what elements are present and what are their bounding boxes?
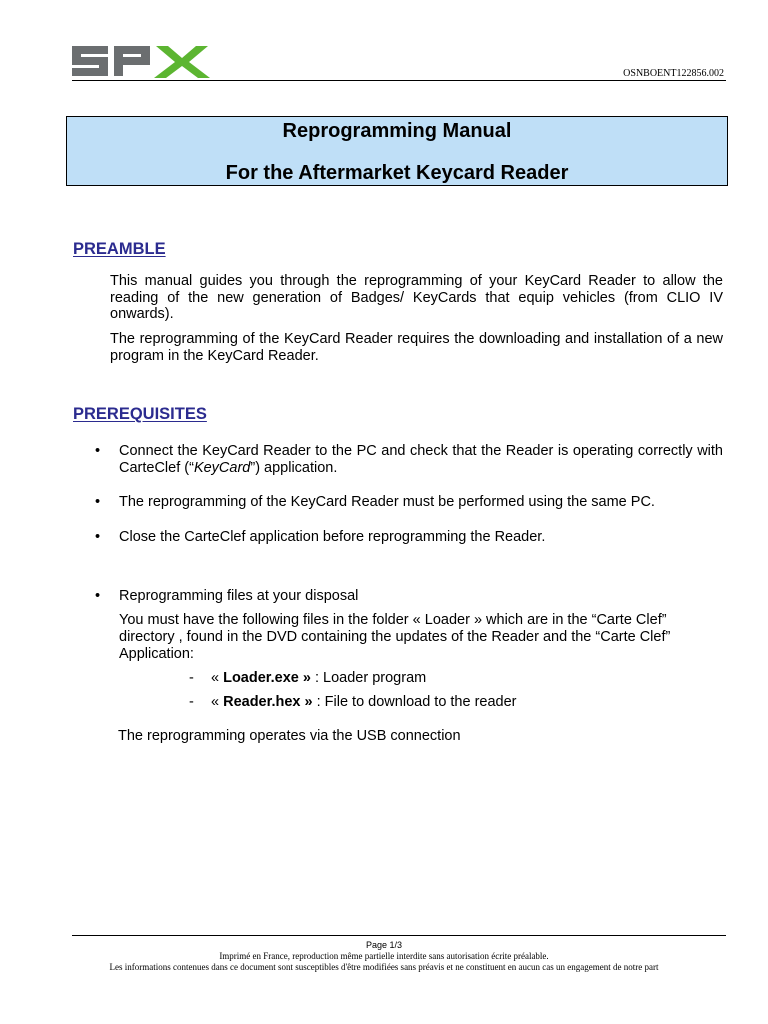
title-line-1: Reprogramming Manual	[282, 120, 512, 142]
title-line-2: For the Aftermarket Keycard Reader	[225, 162, 569, 184]
document-reference: OSNBOENT122856.002	[623, 68, 724, 79]
spx-logo	[72, 42, 212, 80]
preamble-paragraph-1: This manual guides you through the reprogramming of your KeyCard Reader to allow the reading of the new generation of Badges/ KeyCards that equip vehicles (from CLIO IV onwards).	[110, 273, 723, 322]
usb-note: The reprogramming operates via the USB connection	[118, 728, 461, 744]
dash-marker: -	[189, 694, 194, 710]
dash-marker: -	[189, 670, 194, 686]
footer-disclaimer: Les informations contenues dans ce document sont susceptibles d'être modifiées sans préavis et ne constituent en aucun cas un engagement de notre part	[109, 962, 659, 972]
bullet-marker: •	[95, 588, 101, 604]
keycard-italic: KeyCard	[193, 459, 251, 476]
file2-quote: «	[211, 694, 224, 710]
bullet-marker: •	[95, 529, 101, 545]
prerequisite-files: Reprogramming files at your disposal	[119, 588, 359, 604]
file1-quote: «	[211, 670, 224, 686]
footer-copyright: Imprimé en France, reproduction même partielle interdite sans autorisation écrite préalable.	[219, 951, 549, 961]
title-box	[66, 116, 728, 186]
bullet-marker: •	[95, 443, 101, 459]
file2-description: : File to download to the reader	[312, 694, 517, 710]
footer-divider	[72, 935, 726, 936]
file-item-reader	[211, 694, 517, 710]
file1-description: : Loader program	[310, 670, 427, 686]
prerequisite-close-app: Close the CarteClef application before reprogramming the Reader.	[119, 529, 546, 545]
file1-name: Loader.exe »	[223, 670, 311, 686]
files-intro-line-2: directory , found in the DVD containing the updates of the Reader and the “Carte Clef”	[119, 629, 671, 645]
bullet-marker: •	[95, 494, 101, 510]
prerequisite-same-pc: The reprogramming of the KeyCard Reader must be performed using the same PC.	[119, 494, 655, 510]
header-divider	[72, 80, 726, 81]
preamble-paragraph-2: The reprogramming of the KeyCard Reader requires the downloading and installation of a new program in the KeyCard Reader.	[110, 331, 723, 364]
prerequisites-heading: PREREQUISITES	[73, 405, 207, 423]
preamble-heading: PREAMBLE	[73, 240, 166, 258]
file2-name: Reader.hex »	[223, 694, 313, 710]
bullet1-text-start: Connect the KeyCard Reader to the PC and check that the Reader is operating correctly with CarteClef (“	[119, 443, 723, 476]
files-intro-line-1: You must have the following files in the folder « Loader » which are in the “Carte Clef”	[119, 612, 667, 628]
page-number: Page 1/3	[365, 940, 403, 950]
bullet1-text-end: ”) application.	[250, 459, 338, 476]
file-item-loader	[211, 670, 426, 686]
files-intro-line-3: Application:	[119, 646, 194, 662]
prerequisite-connect-reader	[119, 443, 723, 476]
